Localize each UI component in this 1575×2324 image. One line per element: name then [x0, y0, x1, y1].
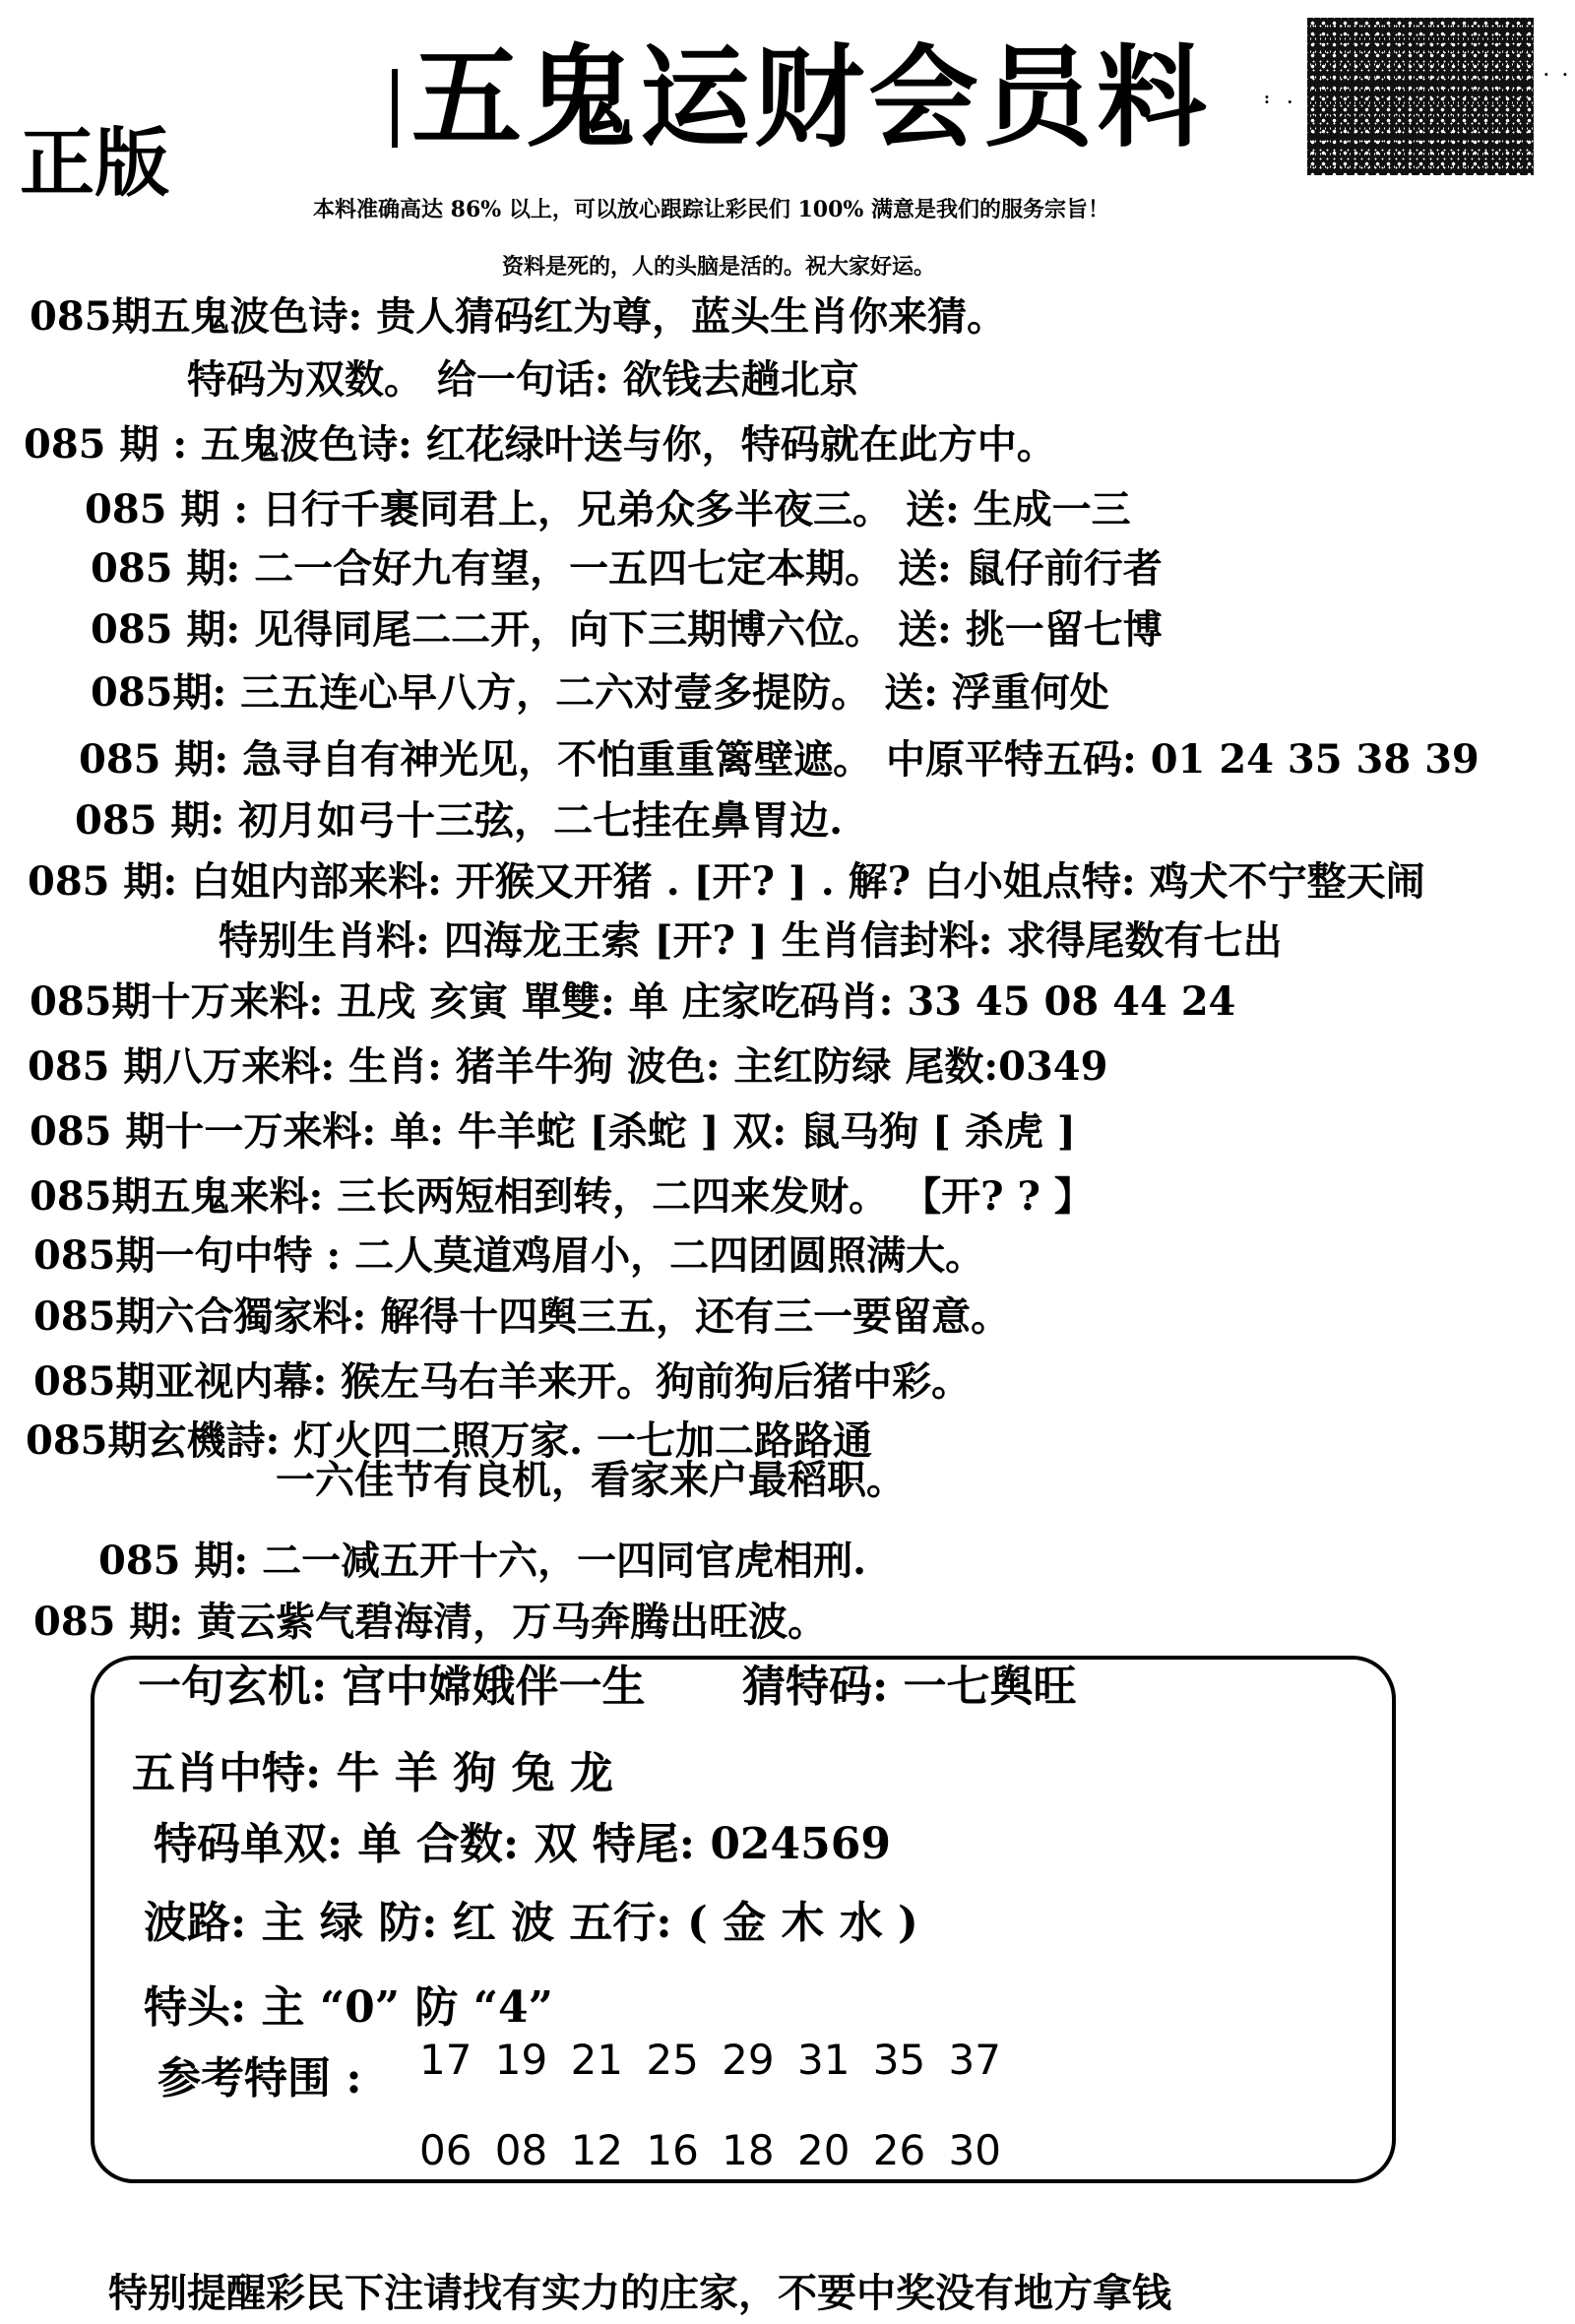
- scan-noise-decoration-2: . .: [1544, 61, 1572, 80]
- guess-special-code: 猜特码: 一七舆旺: [742, 1662, 1077, 1712]
- line-new-moon: 085 期: 初月如弓十三弦，二七挂在鼻胃边.: [75, 797, 844, 844]
- line-atv-inside: 085期亚视内幕: 猴左马右羊来开。狗前狗后猪中彩。: [33, 1358, 972, 1405]
- reference-range-label: 参考特围 :: [158, 2053, 362, 2104]
- reference-numbers-1: 17 19 21 25 29 31 35 37: [419, 2036, 1002, 2084]
- line-yellow-cloud: 085 期: 黄云紫气碧海清，万马奔腾出旺波。: [33, 1599, 828, 1645]
- line-white-sister: 085 期: 白姐内部来料: 开猴又开猪 . [开? ] . 解? 白小姐点特: 鸡犬不宁整天闹: [28, 858, 1425, 905]
- line-mystic-poem-2: 一六佳节有良机，看家来户最稻职。: [276, 1457, 906, 1503]
- line-five-ghost-material: 085期五鬼来料: 三长两短相到转，二四来发财。 【开? ? 】: [30, 1173, 1094, 1220]
- line-mystic-poem-1: 085期玄機詩: 灯火四二照万家. 一七加二路路通: [26, 1417, 873, 1464]
- line-80k-material: 085 期八万来料: 生肖: 猪羊牛狗 波色: 主红防绿 尾数:0349: [28, 1043, 1108, 1090]
- line-same-tail: 085 期: 见得同尾二二开，向下三期博六位。 送: 挑一留七博: [91, 606, 1163, 653]
- special-head-row: 特头: 主 “0” 防 “4”: [144, 1982, 553, 2033]
- line-twenty-one: 085 期: 二一合好九有望，一五四七定本期。 送: 鼠仔前行者: [91, 545, 1163, 592]
- line-sun-travel: 085 期 : 日行千裹同君上，兄弟众多半夜三。 送: 生成一三: [85, 486, 1131, 533]
- scan-noise-decoration: : . .: [1264, 89, 1322, 107]
- five-zodiac-special: 五肖中特: 牛 羊 狗 兔 龙: [132, 1748, 613, 1798]
- line-red-flower-poem: 085 期 : 五鬼波色诗: 红花绿叶送与你，特码就在此方中。: [24, 421, 1056, 468]
- line-liuhe-exclusive: 085期六合獨家料: 解得十四舆三五，还有三一要留意。: [33, 1293, 1011, 1340]
- line-wave-color-poem: 085期五鬼波色诗: 贵人猜码红为尊，蓝头生肖你来猜。: [30, 293, 1007, 340]
- line-divine-light: 085 期: 急寻自有神光见，不怕重重篱壁遮。 中原平特五码: 01 24 35 38 39: [79, 736, 1480, 783]
- line-three-five: 085期: 三五连心早八方，二六对壹多提防。 送: 浮重何处: [91, 669, 1109, 716]
- line-special-zodiac: 特别生肖料: 四海龙王索 [开? ] 生肖信封料: 求得尾数有七出: [219, 917, 1283, 964]
- odd-even-row: 特码单双: 单 合数: 双 特尾: 024569: [154, 1819, 892, 1869]
- line-110k-material: 085 期十一万来料: 单: 牛羊蛇 [杀蛇 ] 双: 鼠马狗 [ 杀虎 ]: [30, 1108, 1076, 1155]
- qr-code-image: [1307, 18, 1534, 175]
- page-title: 五鬼运财会员料: [411, 33, 1211, 162]
- wave-element-row: 波路: 主 绿 防: 红 波 五行: ( 金 木 水 ): [144, 1898, 918, 1948]
- good-luck-statement: 资料是死的，人的头脑是活的。祝大家好运。: [502, 254, 936, 280]
- line-subtract-five: 085 期: 二一减五开十六，一四同官虎相刑.: [98, 1538, 867, 1584]
- footer-reminder: 特别提醒彩民下注请找有实力的庄家，不要中奖没有地方拿钱: [108, 2270, 1171, 2316]
- line-special-even: 特码为双数。 给一句话: 欲钱去趟北京: [187, 356, 859, 403]
- mystic-phrase: 一句玄机: 宫中嫦娥伴一生: [138, 1662, 646, 1712]
- title-divider: [392, 69, 398, 148]
- line-100k-material: 085期十万来料: 丑戌 亥寅 單雙: 单 庄家吃码肖: 33 45 08 44 24: [30, 978, 1236, 1025]
- line-one-sentence: 085期一句中特 : 二人莫道鸡眉小，二四团圆照满大。: [33, 1232, 985, 1279]
- edition-label: 正版: [20, 119, 169, 207]
- reference-numbers-2: 06 08 12 16 18 20 26 30: [419, 2126, 1002, 2174]
- accuracy-statement: 本料准确高达 86% 以上，可以放心跟踪让彩民们 100% 满意是我们的服务宗旨！: [313, 197, 1109, 222]
